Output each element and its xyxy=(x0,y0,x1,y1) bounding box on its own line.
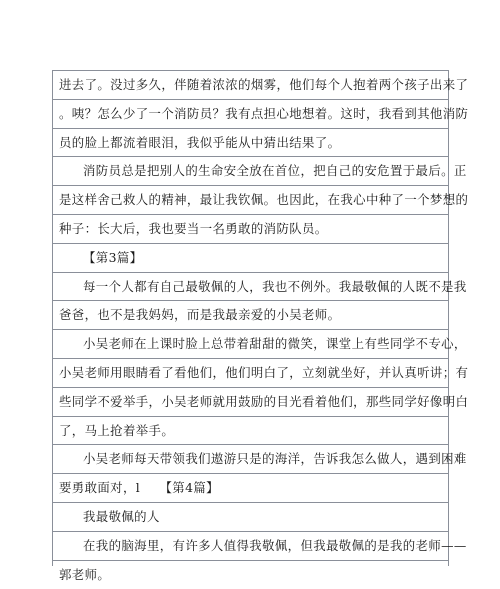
text-line: 在我的脑海里，有许多人值得我敬佩，但我最敬佩的是我的老师—— xyxy=(53,531,448,560)
text-line: 【第3篇】 xyxy=(53,243,448,272)
text-line: 郭老师。 xyxy=(53,560,448,589)
text-line: 种子：长大后，我也要当一名勇敢的消防队员。 xyxy=(53,214,448,243)
text-line: 员的脸上都流着眼泪，我似乎能从中猜出结果了。 xyxy=(53,128,448,157)
document-page xyxy=(52,70,469,582)
text-line: 要勇敢面对，l 【第4篇】 xyxy=(53,473,448,502)
text-line: 每一个人都有自己最敬佩的人，我也不例外。我最敬佩的人既不是我 xyxy=(53,272,448,301)
text-line: 些同学不爱举手，小吴老师就用鼓励的目光看着他们，那些同学好像明白 xyxy=(53,387,448,416)
text-line: 。咦？怎么少了一个消防员？我有点担心地想着。这时，我看到其他消防 xyxy=(53,99,448,128)
text-line: 是这样舍己救人的精神，最让我钦佩。也因此，在我心中种了一个梦想的 xyxy=(53,185,448,214)
text-line: 小吴老师每天带领我们遨游只是的海洋，告诉我怎么做人，遇到困难 xyxy=(53,444,448,473)
text-line: 进去了。没过多久，伴随着浓浓的烟雾，他们每个人抱着两个孩子出来了 xyxy=(53,70,448,99)
text-line: 小吴老师在上课时脸上总带着甜甜的微笑，课堂上有些同学不专心， xyxy=(53,329,448,358)
text-line: 小吴老师用眼睛看了看他们，他们明白了，立刻就坐好，并认真听讲；有 xyxy=(53,358,448,387)
text-line: 爸爸，也不是我妈妈，而是我最亲爱的小吴老师。 xyxy=(53,300,448,329)
text-line: 我最敬佩的人 xyxy=(53,502,448,531)
text-line: 了，马上抢着举手。 xyxy=(53,416,448,445)
text-line: 消防员总是把别人的生命安全放在首位，把自己的安危置于最后。正 xyxy=(53,156,448,185)
